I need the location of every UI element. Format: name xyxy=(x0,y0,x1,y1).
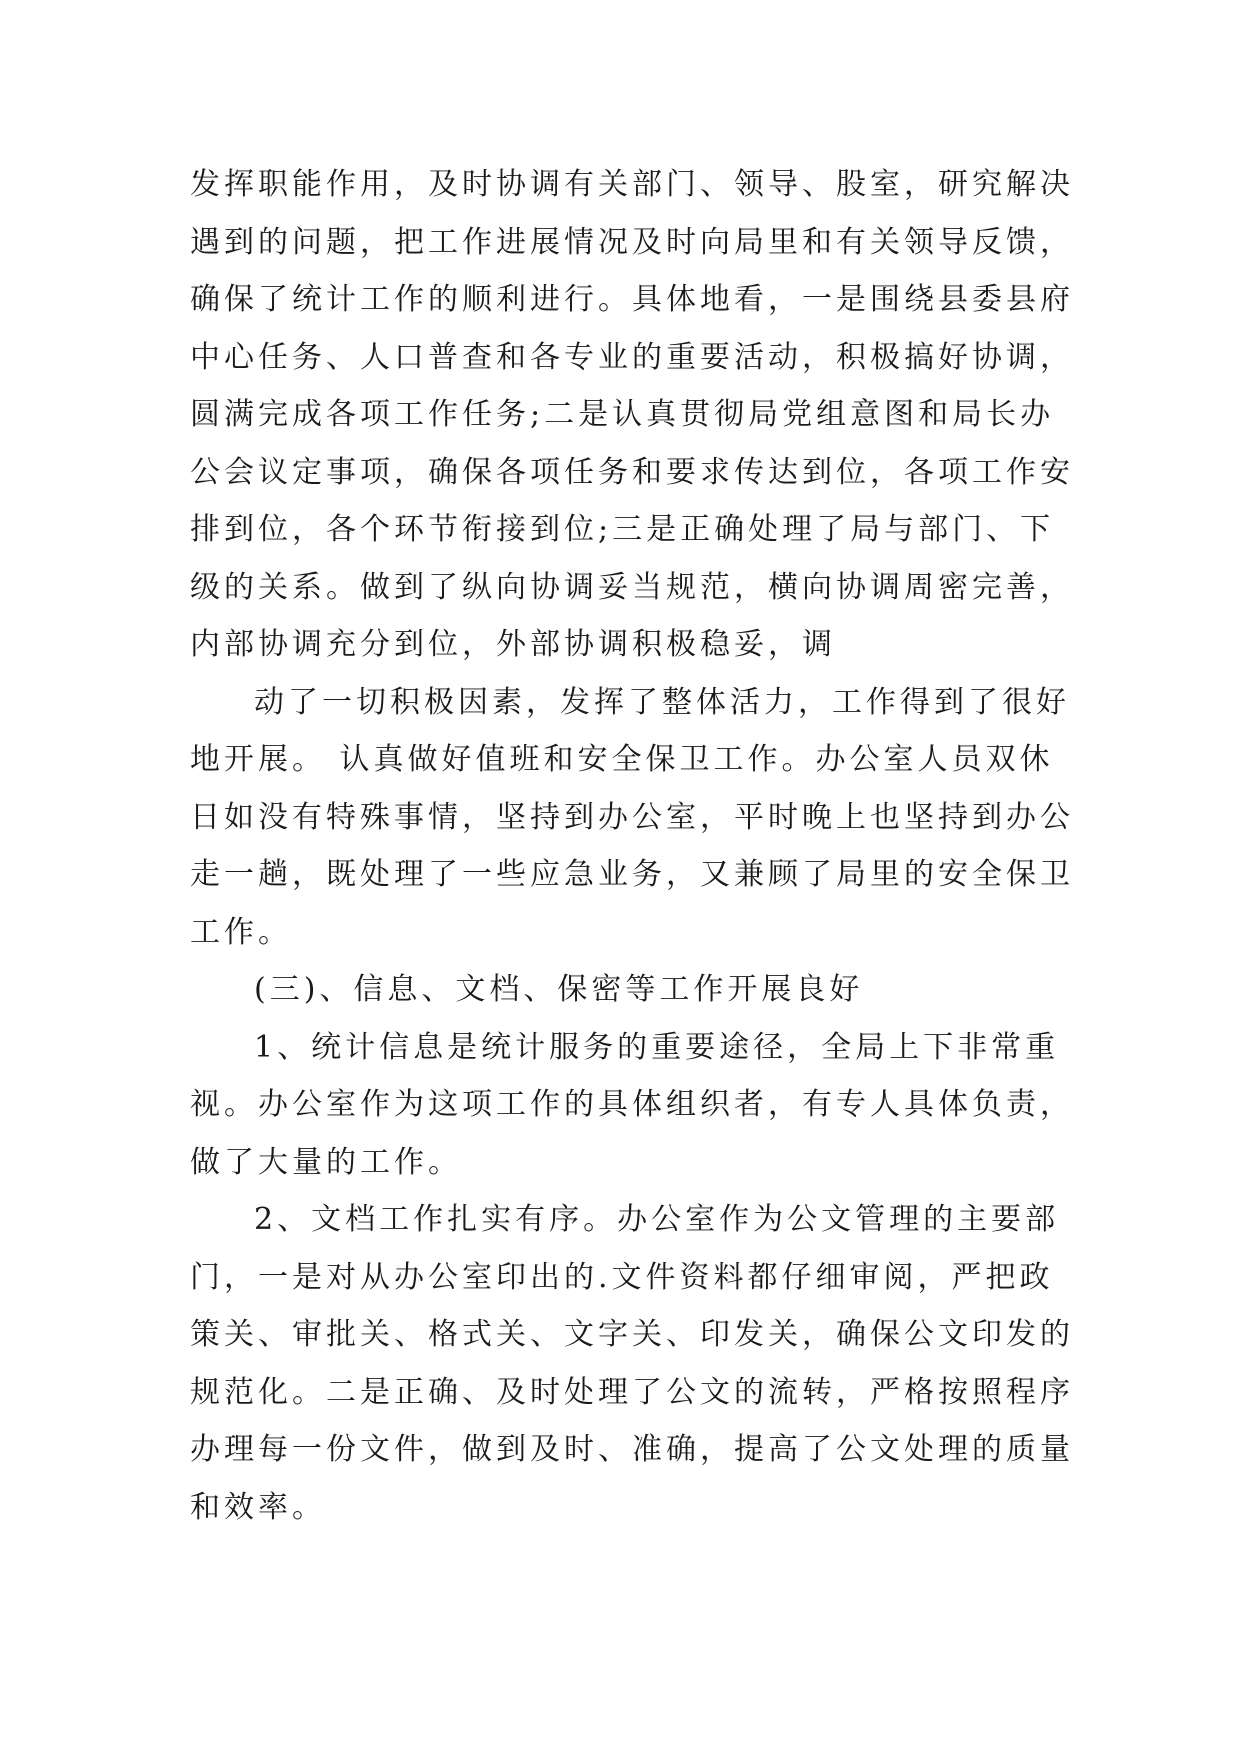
text-line: 办理每一份文件，做到及时、准确，提高了公文处理的质量 xyxy=(190,1432,1074,1467)
text-line: 规范化。二是正确、及时处理了公文的流转，严格按照程序 xyxy=(190,1374,1074,1410)
text-line: 做了大量的工作。 xyxy=(190,1144,462,1180)
text-line: 中心任务、人口普查和各专业的重要活动，积极搞好协调， xyxy=(190,339,1074,375)
text-line: 和效率。 xyxy=(190,1489,326,1525)
text-line: 遇到的问题，把工作进展情况及时向局里和有关领导反馈， xyxy=(190,224,1074,260)
text-line: 内部协调充分到位，外部协调积极稳妥，调 xyxy=(190,627,836,662)
text-line: 公会议定事项，确保各项任务和要求传达到位，各项工作安 xyxy=(190,454,1074,490)
text-line: 视。办公室作为这项工作的具体组织者，有专人具体负责， xyxy=(190,1087,1074,1122)
text-line: 策关、审批关、格式关、文字关、印发关，确保公文印发的 xyxy=(190,1317,1074,1352)
text-line: 工作。 xyxy=(190,914,292,950)
text-line: 1、统计信息是统计服务的重要途径，全局上下非常重 xyxy=(254,1029,1060,1065)
text-line: 动了一切积极因素，发挥了整体活力，工作得到了很好 xyxy=(254,684,1070,720)
document-body xyxy=(190,156,1074,1536)
text-line: 2、文档工作扎实有序。办公室作为公文管理的主要部 xyxy=(254,1202,1060,1237)
text-line: 确保了统计工作的顺利进行。具体地看，一是围绕县委县府 xyxy=(190,282,1074,317)
text-line: 排到位，各个环节衔接到位;三是正确处理了局与部门、下 xyxy=(190,512,1055,547)
section-heading: (三)、信息、文档、保密等工作开展良好 xyxy=(254,972,864,1007)
text-line: 门，一是对从办公室印出的.文件资料都仔细审阅，严把政 xyxy=(190,1259,1054,1295)
text-line: 日如没有特殊事情，坚持到办公室，平时晚上也坚持到办公 xyxy=(190,799,1074,835)
text-line: 走一趟，既处理了一些应急业务，又兼顾了局里的安全保卫 xyxy=(190,857,1074,892)
text-line: 级的关系。做到了纵向协调妥当规范，横向协调周密完善， xyxy=(190,569,1074,605)
text-line: 发挥职能作用，及时协调有关部门、领导、股室，研究解决 xyxy=(190,167,1074,202)
text-line: 圆满完成各项工作任务;二是认真贯彻局党组意图和局长办 xyxy=(190,397,1055,432)
text-line: 地开展。 认真做好值班和安全保卫工作。办公室人员双休 xyxy=(190,742,1054,777)
